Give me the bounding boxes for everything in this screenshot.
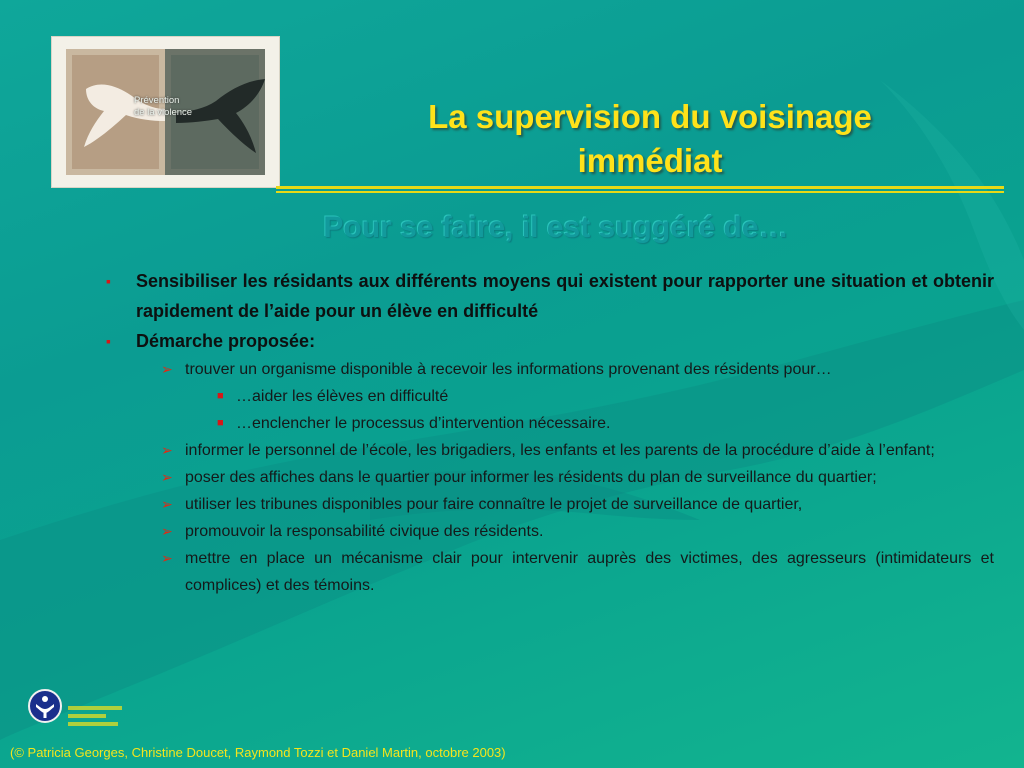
title-rule-bottom: [276, 191, 1004, 193]
slide-content: [106, 266, 994, 599]
arrow-bullet-icon: ➢: [161, 550, 173, 566]
step-item: [106, 545, 994, 599]
slide-title-line1: La supervision du voisinage: [428, 98, 872, 135]
slide-subtitle: Pour se faire, il est suggéré de…: [323, 211, 789, 244]
bullet-item: [106, 326, 994, 356]
bullet-item: [106, 266, 994, 326]
step-text: trouver un organisme disponible à recevoir les informations provenant des résidents pour…: [185, 361, 832, 378]
organization-emblem-icon: [28, 689, 62, 723]
slide-title-line2: immédiat: [577, 142, 723, 179]
sub-step-item: [106, 410, 994, 437]
footer-logo-text-graphic: [68, 705, 126, 731]
bullet-square-icon: ▪: [106, 333, 111, 349]
bullet-text: Démarche proposée:: [136, 331, 316, 351]
step-text: poser des affiches dans le quartier pour informer les résidents du plan de surveillance du quartier;: [185, 469, 877, 486]
footer-credit: (© Patricia Georges, Christine Doucet, Raymond Tozzi et Daniel Martin, octobre 2003): [10, 745, 506, 760]
sub-step-text: …enclencher le processus d’intervention nécessaire.: [236, 415, 611, 432]
logo-caption-line1: Prévention: [134, 95, 180, 106]
step-item: [106, 437, 994, 464]
step-text: promouvoir la responsabilité civique des résidents.: [185, 523, 544, 540]
sub-step-text: …aider les élèves en difficulté: [236, 388, 449, 405]
step-item: [106, 518, 994, 545]
bullet-square-icon: ■: [217, 417, 224, 429]
header-logo-image: [52, 37, 279, 187]
step-text: informer le personnel de l’école, les brigadiers, les enfants et les parents de la procédure d’aide à l’enfant;: [185, 442, 935, 459]
step-item: [106, 356, 994, 383]
step-text: utiliser les tribunes disponibles pour faire connaître le projet de surveillance de quartier,: [185, 496, 803, 513]
arrow-bullet-icon: ➢: [161, 523, 173, 539]
logo-caption-line2: de la violence: [134, 107, 193, 118]
logo-caption: [134, 95, 192, 119]
footer-organization-logo-text: [68, 705, 126, 734]
bullet-square-icon: ▪: [106, 273, 111, 289]
step-text: mettre en place un mécanisme clair pour intervenir auprès des victimes, des agresseurs (intimidateurs et complices) et des témoins.: [185, 550, 994, 594]
bullet-text: Sensibiliser les résidants aux différents moyens qui existent pour rapporter une situation et obtenir rapidement de l’aide pour un élève en difficulté: [136, 271, 994, 321]
arrow-bullet-icon: ➢: [161, 469, 173, 485]
title-rule-top: [276, 186, 1004, 189]
slide-title: [330, 95, 970, 183]
sub-step-item: [106, 383, 994, 410]
step-item: [106, 491, 994, 518]
arrow-bullet-icon: ➢: [161, 496, 173, 512]
step-item: [106, 464, 994, 491]
arrow-bullet-icon: ➢: [161, 442, 173, 458]
bullet-square-icon: ■: [217, 390, 224, 402]
arrow-bullet-icon: ➢: [161, 361, 173, 377]
